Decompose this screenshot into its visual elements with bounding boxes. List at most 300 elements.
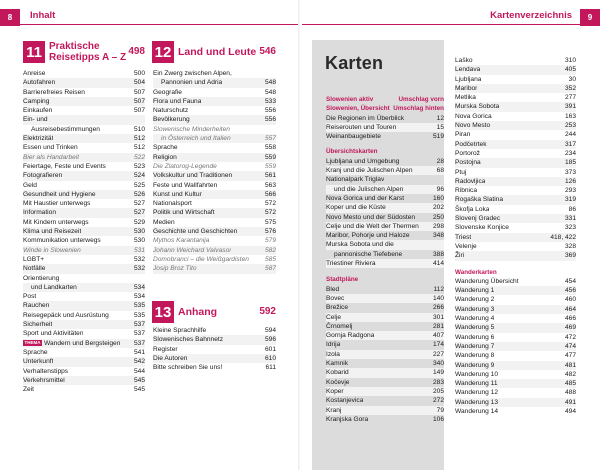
thema-badge: THEMA bbox=[24, 339, 41, 345]
list-item[interactable] bbox=[153, 255, 276, 264]
entry-text: Pannonien und Adria bbox=[161, 79, 223, 87]
list-item[interactable] bbox=[23, 255, 145, 264]
entry-text: Wanderung 9 bbox=[455, 361, 495, 369]
list-item[interactable] bbox=[326, 114, 444, 123]
entry-title bbox=[153, 354, 187, 363]
list-item[interactable] bbox=[326, 185, 444, 194]
list-item[interactable] bbox=[153, 125, 276, 134]
entry-text: Wanderung 12 bbox=[455, 389, 499, 397]
entry-title bbox=[455, 242, 477, 251]
list-item[interactable] bbox=[455, 388, 576, 397]
list-item[interactable] bbox=[23, 385, 145, 394]
list-item[interactable] bbox=[153, 190, 276, 199]
list-item[interactable] bbox=[153, 181, 276, 190]
entry-page: 566 bbox=[264, 190, 276, 198]
entry-text: Nova Gorica bbox=[455, 112, 492, 120]
list-item[interactable] bbox=[153, 134, 276, 143]
list-item[interactable] bbox=[153, 363, 276, 372]
entry-text: Slovenj Gradec bbox=[455, 215, 501, 223]
list-item[interactable] bbox=[455, 314, 576, 323]
list-item[interactable] bbox=[153, 153, 276, 162]
entry-text: Wanderung 10 bbox=[455, 370, 499, 378]
list-item[interactable] bbox=[23, 274, 145, 283]
list-item[interactable] bbox=[455, 168, 576, 177]
entry-title bbox=[455, 323, 494, 332]
entry-text: Elektrizität bbox=[23, 135, 54, 143]
entry-text: Wanderung 7 bbox=[455, 342, 495, 350]
entry-text: Einkaufen bbox=[23, 107, 53, 115]
list-item[interactable] bbox=[326, 350, 444, 359]
entry-text: Piran bbox=[455, 131, 471, 139]
entry-text: Novo Mesto und der Südosten bbox=[326, 213, 416, 221]
list-item[interactable] bbox=[455, 251, 576, 260]
list-item[interactable] bbox=[455, 333, 576, 342]
list-item[interactable] bbox=[153, 227, 276, 236]
entry-page: 112 bbox=[433, 285, 444, 293]
left-header-rule bbox=[20, 24, 298, 25]
entry-title bbox=[153, 153, 177, 162]
list-item[interactable] bbox=[23, 376, 145, 385]
list-item[interactable] bbox=[455, 93, 576, 102]
entry-text: Kommunikation unterwegs bbox=[23, 237, 101, 245]
entry-text: Anreise bbox=[23, 70, 46, 77]
list-item[interactable] bbox=[455, 56, 576, 65]
entry-text: Information bbox=[23, 209, 56, 217]
entry-page: 250 bbox=[432, 213, 444, 221]
list-item[interactable] bbox=[455, 140, 576, 149]
entry-title bbox=[455, 305, 494, 314]
list-item[interactable] bbox=[23, 227, 145, 236]
list-item[interactable] bbox=[153, 78, 276, 87]
entry-title bbox=[455, 121, 490, 130]
entry-page: 68 bbox=[436, 167, 444, 175]
entry-text: Politik und Wirtschaft bbox=[153, 209, 215, 217]
chapter-13-list bbox=[153, 326, 276, 372]
entry-page: 405 bbox=[564, 66, 576, 74]
list-item[interactable] bbox=[455, 158, 576, 167]
entry-title bbox=[326, 185, 403, 194]
entry-text: Domobranci – die Weißgardisten bbox=[153, 255, 249, 263]
entry-page: 556 bbox=[264, 116, 276, 124]
entry-page: 527 bbox=[133, 200, 145, 208]
entry-text: Gesundheit und Hygiene bbox=[23, 190, 96, 198]
list-item[interactable] bbox=[455, 195, 576, 204]
entry-page: 545 bbox=[133, 386, 145, 394]
entry-title bbox=[23, 181, 37, 190]
entry-text: Murska Sobota bbox=[455, 103, 500, 111]
list-item[interactable] bbox=[455, 407, 576, 416]
entry-text: Podčetrtek bbox=[455, 140, 487, 148]
entry-title bbox=[455, 342, 494, 351]
entry-title bbox=[455, 112, 492, 121]
entry-text: Wanderung 14 bbox=[455, 407, 499, 415]
entry-text: Celje bbox=[326, 313, 342, 321]
list-item[interactable] bbox=[23, 320, 145, 329]
entry-text: Barrierefreies Reisen bbox=[23, 88, 85, 96]
list-item[interactable] bbox=[326, 303, 444, 312]
list-item[interactable] bbox=[326, 378, 444, 387]
list-item[interactable] bbox=[23, 264, 145, 273]
entry-title bbox=[326, 368, 349, 377]
list-item[interactable] bbox=[326, 331, 444, 340]
list-item[interactable] bbox=[23, 236, 145, 245]
list-item[interactable] bbox=[23, 283, 145, 292]
entry-page: 352 bbox=[564, 84, 576, 92]
entry-text: Maribor, Pohorje und Haloze bbox=[326, 232, 410, 240]
entry-title bbox=[153, 199, 192, 208]
list-item[interactable] bbox=[153, 88, 276, 97]
list-item[interactable] bbox=[455, 149, 576, 158]
chapter-11-list bbox=[23, 69, 145, 394]
list-item[interactable] bbox=[455, 379, 576, 388]
entry-page: 488 bbox=[564, 389, 576, 397]
list-item[interactable] bbox=[23, 208, 145, 217]
list-item[interactable] bbox=[153, 162, 276, 171]
list-item[interactable] bbox=[23, 181, 145, 190]
list-item[interactable] bbox=[455, 233, 576, 242]
entry-text: Josip Broz Tito bbox=[153, 265, 197, 273]
entry-page: 205 bbox=[432, 387, 444, 395]
list-item[interactable] bbox=[455, 277, 576, 286]
list-item[interactable] bbox=[455, 177, 576, 186]
entry-page: 244 bbox=[564, 131, 576, 139]
entry-page: 529 bbox=[133, 218, 145, 226]
list-item[interactable] bbox=[23, 97, 145, 106]
entry-text: Bitte schreiben Sie uns! bbox=[153, 364, 223, 372]
list-item[interactable] bbox=[455, 65, 576, 74]
list-item[interactable] bbox=[326, 175, 444, 184]
entry-text: Reiserouten und Touren bbox=[326, 123, 397, 131]
list-item[interactable] bbox=[326, 203, 444, 212]
entry-page: 202 bbox=[432, 204, 444, 212]
list-item[interactable] bbox=[23, 134, 145, 143]
entry-page: 331 bbox=[564, 215, 576, 223]
list-item[interactable] bbox=[23, 190, 145, 199]
chapter-13-title: Anhang bbox=[178, 305, 218, 318]
entry-page: 323 bbox=[564, 224, 576, 232]
entry-page: 482 bbox=[564, 370, 576, 378]
list-item[interactable] bbox=[455, 75, 576, 84]
entry-text: Weinanbaugebiete bbox=[326, 133, 381, 141]
entry-text: Autofahren bbox=[23, 79, 56, 87]
list-item[interactable] bbox=[455, 398, 576, 407]
entry-page: 582 bbox=[264, 246, 276, 254]
list-item[interactable] bbox=[153, 354, 276, 363]
entry-title bbox=[326, 294, 344, 303]
entry-text: Camping bbox=[23, 97, 50, 105]
entry-page: 185 bbox=[564, 159, 576, 167]
entry-page: 507 bbox=[133, 88, 145, 96]
areas-head: Übersichtskarten bbox=[326, 148, 378, 156]
entry-page: 12 bbox=[436, 114, 444, 122]
right-header-rule bbox=[302, 24, 580, 25]
chapter-11-number: 11 bbox=[23, 41, 45, 63]
list-item[interactable] bbox=[326, 240, 444, 249]
list-item[interactable] bbox=[326, 406, 444, 415]
entry-title bbox=[23, 69, 45, 78]
list-item[interactable] bbox=[23, 348, 145, 357]
entry-title bbox=[455, 84, 477, 93]
list-item[interactable] bbox=[455, 205, 576, 214]
list-item[interactable] bbox=[326, 387, 444, 396]
entry-page: 572 bbox=[264, 209, 276, 217]
entry-title bbox=[455, 361, 494, 370]
chapter-12-list bbox=[153, 69, 276, 274]
entry-text: Sport und Aktivitäten bbox=[23, 330, 84, 338]
entry-page: 460 bbox=[564, 296, 576, 304]
list-item[interactable] bbox=[455, 351, 576, 360]
entry-page: 234 bbox=[564, 149, 576, 157]
entry-text: Ptuj bbox=[455, 168, 467, 176]
entry-text: Kostanjevica bbox=[326, 397, 364, 405]
list-item[interactable] bbox=[455, 286, 576, 295]
list-item[interactable] bbox=[23, 153, 145, 162]
entry-title bbox=[23, 329, 83, 338]
list-item[interactable] bbox=[326, 294, 444, 303]
list-item[interactable] bbox=[23, 246, 145, 255]
list-item[interactable] bbox=[455, 305, 576, 314]
entry-page: 579 bbox=[264, 237, 276, 245]
list-item[interactable] bbox=[326, 313, 444, 322]
entry-page: 545 bbox=[133, 376, 145, 384]
list-item[interactable] bbox=[23, 339, 145, 348]
entry-page: 611 bbox=[265, 364, 276, 372]
entry-title bbox=[23, 162, 106, 171]
list-item[interactable] bbox=[23, 301, 145, 310]
entry-title bbox=[326, 250, 402, 259]
list-item[interactable] bbox=[326, 415, 444, 424]
list-item[interactable] bbox=[326, 231, 444, 240]
entry-page: 481 bbox=[564, 361, 576, 369]
entry-page: 494 bbox=[564, 407, 576, 415]
list-item[interactable] bbox=[153, 335, 276, 344]
list-item[interactable] bbox=[326, 194, 444, 203]
entry-title bbox=[326, 240, 394, 249]
list-item[interactable] bbox=[153, 218, 276, 227]
entry-title bbox=[23, 236, 101, 245]
list-item[interactable] bbox=[153, 326, 276, 335]
list-item[interactable] bbox=[455, 242, 576, 251]
entry-text: Slowenisches Bahnnetz bbox=[153, 336, 224, 344]
entry-title bbox=[153, 218, 175, 227]
entry-page: 30 bbox=[568, 75, 576, 83]
entry-text: Essen und Trinken bbox=[23, 144, 78, 152]
list-item[interactable] bbox=[455, 84, 576, 93]
list-item[interactable] bbox=[23, 106, 145, 115]
list-item[interactable] bbox=[23, 78, 145, 87]
entry-page: 283 bbox=[432, 378, 444, 386]
entry-text: Orientierung bbox=[23, 274, 60, 282]
list-item[interactable] bbox=[153, 97, 276, 106]
list-item[interactable] bbox=[326, 166, 444, 175]
entry-page: 454 bbox=[564, 277, 576, 285]
entry-text: Die Autoren bbox=[153, 354, 188, 362]
list-item[interactable] bbox=[455, 361, 576, 370]
list-item[interactable] bbox=[455, 323, 576, 332]
list-item[interactable] bbox=[455, 295, 576, 304]
list-item[interactable] bbox=[23, 171, 145, 180]
entry-title bbox=[326, 378, 349, 387]
entry-title bbox=[153, 162, 217, 171]
list-item[interactable] bbox=[153, 236, 276, 245]
entry-title bbox=[153, 115, 190, 124]
list-item[interactable] bbox=[23, 218, 145, 227]
list-item[interactable] bbox=[23, 125, 145, 134]
list-item[interactable] bbox=[326, 259, 444, 268]
list-item[interactable] bbox=[23, 329, 145, 338]
list-item[interactable] bbox=[23, 143, 145, 152]
entry-title bbox=[326, 359, 348, 368]
entry-page: 485 bbox=[564, 380, 576, 388]
entry-text: Feste und Wallfahrten bbox=[153, 181, 218, 189]
entry-text: Kunst und Kultur bbox=[153, 190, 202, 198]
entry-title bbox=[326, 114, 404, 123]
chapter-11-page: 498 bbox=[128, 46, 145, 57]
entry-page: 561 bbox=[264, 172, 276, 180]
list-item[interactable] bbox=[326, 340, 444, 349]
entry-page: 500 bbox=[133, 70, 145, 77]
entry-text: Kranj bbox=[326, 406, 342, 414]
entry-title bbox=[153, 255, 249, 264]
list-item[interactable] bbox=[23, 357, 145, 366]
entry-page: 163 bbox=[564, 112, 576, 120]
entry-text: Izola bbox=[326, 350, 340, 358]
entry-title bbox=[23, 301, 49, 310]
entry-title bbox=[153, 227, 237, 236]
list-item[interactable] bbox=[23, 115, 145, 124]
entry-title bbox=[153, 78, 222, 87]
entry-title bbox=[455, 158, 481, 167]
list-item[interactable] bbox=[153, 246, 276, 255]
list-item[interactable] bbox=[326, 285, 444, 294]
entry-page bbox=[142, 115, 145, 124]
entry-text: Bled bbox=[326, 285, 340, 293]
entry-title bbox=[23, 218, 89, 227]
list-item[interactable] bbox=[326, 368, 444, 377]
list-item[interactable] bbox=[153, 345, 276, 354]
entry-text: in Österreich und Italien bbox=[161, 135, 231, 143]
entry-title bbox=[455, 388, 498, 397]
list-item[interactable] bbox=[455, 214, 576, 223]
entry-text: Novo Mesto bbox=[455, 122, 491, 130]
list-item[interactable] bbox=[153, 106, 276, 115]
list-item[interactable] bbox=[326, 213, 444, 222]
entry-title bbox=[23, 339, 120, 348]
chapter-11-heading[interactable] bbox=[23, 40, 145, 64]
list-item[interactable] bbox=[153, 115, 276, 124]
list-item[interactable] bbox=[326, 123, 444, 132]
list-item[interactable] bbox=[326, 222, 444, 231]
chapter-12-page: 546 bbox=[259, 46, 276, 57]
entry-page: 504 bbox=[133, 79, 145, 87]
list-item[interactable] bbox=[326, 322, 444, 331]
entry-title bbox=[455, 130, 470, 139]
entry-text: Religion bbox=[153, 153, 177, 161]
list-item[interactable] bbox=[326, 132, 444, 141]
entry-text: Kobarid bbox=[326, 369, 349, 377]
list-item[interactable] bbox=[326, 157, 444, 166]
entry-title bbox=[23, 97, 49, 106]
list-item[interactable] bbox=[23, 292, 145, 301]
entry-text: Metlika bbox=[455, 94, 476, 102]
chapter-12-heading[interactable] bbox=[152, 40, 276, 64]
list-item[interactable] bbox=[326, 396, 444, 405]
right-page-header: Kartenverzeichnis bbox=[490, 10, 572, 21]
chapter-13-number: 13 bbox=[152, 301, 174, 323]
entry-page: 587 bbox=[264, 265, 276, 273]
entry-title bbox=[455, 251, 464, 260]
entry-page: 388 bbox=[432, 250, 444, 258]
entry-page: 418, 422 bbox=[550, 233, 576, 241]
entry-title bbox=[23, 246, 81, 255]
list-item[interactable] bbox=[455, 112, 576, 121]
entry-text: Wanderung 2 bbox=[455, 296, 495, 304]
entry-page: 596 bbox=[264, 336, 276, 344]
list-item[interactable] bbox=[153, 143, 276, 152]
entry-page: 149 bbox=[432, 369, 444, 377]
chapter-12-title: Land und Leute bbox=[178, 45, 257, 58]
entry-text: Mythos Karantanija bbox=[153, 237, 210, 245]
entry-page: 601 bbox=[264, 345, 276, 353]
list-item[interactable] bbox=[23, 311, 145, 320]
list-item[interactable] bbox=[153, 171, 276, 180]
entry-page: 414 bbox=[432, 260, 444, 268]
entry-title bbox=[326, 303, 348, 312]
entry-text: pannonische Tiefebene bbox=[334, 250, 403, 258]
list-item[interactable] bbox=[153, 264, 276, 273]
entry-page: 585 bbox=[264, 255, 276, 263]
entry-text: Gornja Radgona bbox=[326, 332, 375, 340]
entry-text: Laško bbox=[455, 57, 473, 64]
entry-page: 277 bbox=[564, 94, 576, 102]
list-item[interactable] bbox=[455, 370, 576, 379]
list-item[interactable] bbox=[153, 208, 276, 217]
list-item[interactable] bbox=[23, 199, 145, 208]
entry-title bbox=[23, 376, 65, 385]
entry-text: Sprache bbox=[153, 144, 178, 152]
list-item[interactable] bbox=[23, 367, 145, 376]
entry-text: Škofja Loka bbox=[455, 205, 490, 213]
entry-text: Wanderung 13 bbox=[455, 398, 499, 406]
list-item[interactable] bbox=[23, 162, 145, 171]
entry-page: 526 bbox=[133, 190, 145, 198]
list-item[interactable] bbox=[153, 199, 276, 208]
list-item[interactable] bbox=[326, 250, 444, 259]
entry-title bbox=[455, 398, 498, 407]
list-item[interactable] bbox=[326, 359, 444, 368]
list-item[interactable] bbox=[455, 121, 576, 130]
list-item[interactable] bbox=[455, 102, 576, 111]
entry-title bbox=[23, 134, 53, 143]
left-page-header: Inhalt bbox=[30, 10, 56, 21]
entry-text: Flora und Fauna bbox=[153, 97, 202, 105]
list-item[interactable] bbox=[455, 342, 576, 351]
entry-text: Ljubljana und Umgebung bbox=[326, 157, 400, 165]
list-item[interactable] bbox=[23, 88, 145, 97]
list-item[interactable] bbox=[455, 130, 576, 139]
chapter-13-heading[interactable] bbox=[152, 300, 276, 324]
entry-text: Mit Haustier unterwegs bbox=[23, 200, 91, 208]
list-item[interactable] bbox=[455, 186, 576, 195]
entry-title bbox=[455, 56, 473, 65]
entry-page: 272 bbox=[432, 397, 444, 405]
list-item[interactable] bbox=[455, 223, 576, 232]
entry-page: 594 bbox=[264, 327, 276, 334]
overview-head-2: Slowenien, Übersicht Umschlag hinten bbox=[326, 105, 444, 113]
list-item[interactable] bbox=[153, 69, 276, 78]
entry-title bbox=[153, 246, 231, 255]
list-item[interactable] bbox=[23, 69, 145, 78]
